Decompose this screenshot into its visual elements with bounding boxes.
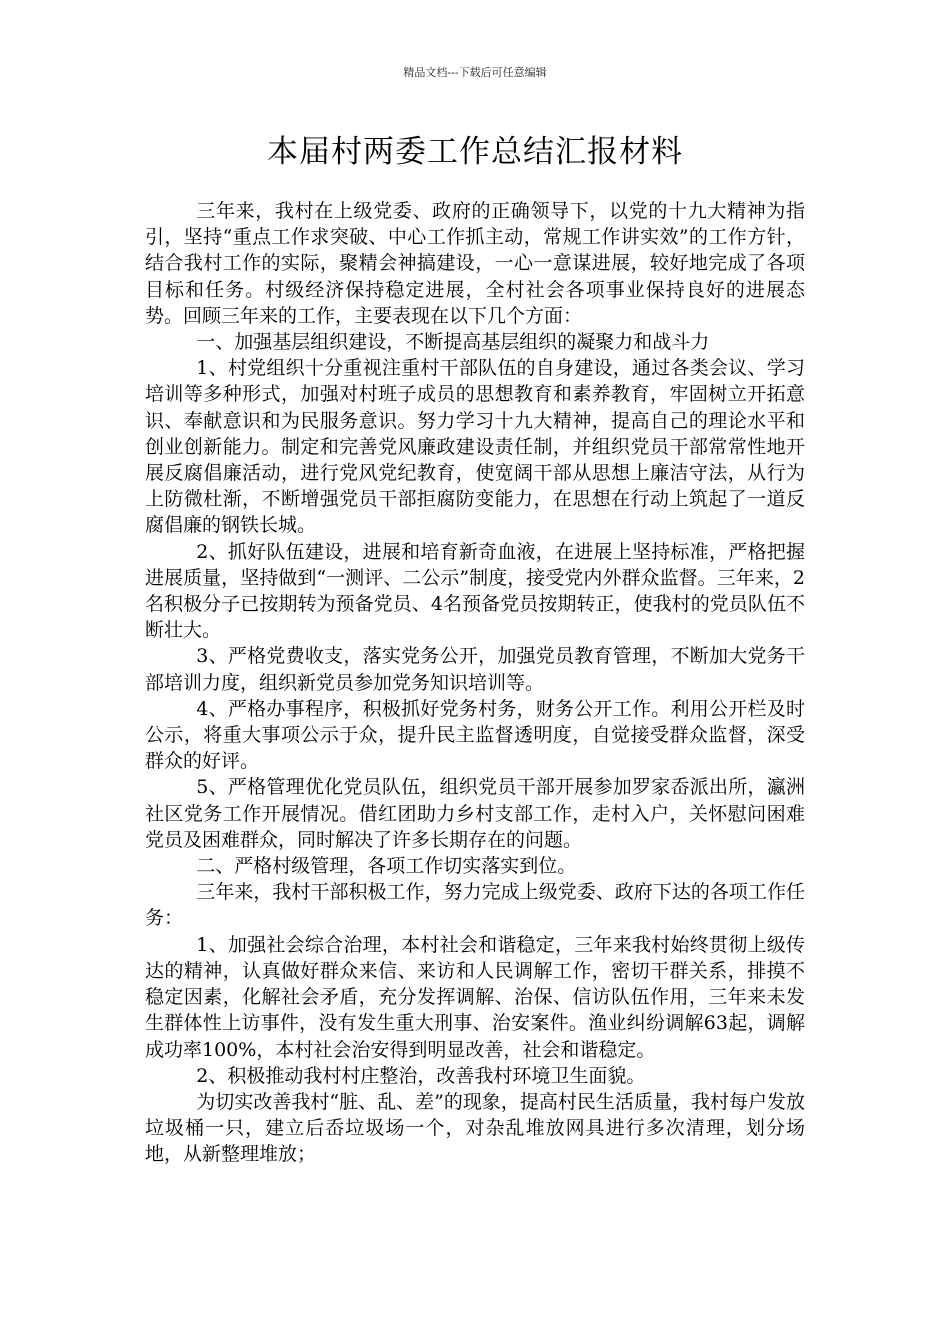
- paragraph-1-3: 3、严格党费收支，落实党务公开，加强党员教育管理，不断加大党务干部培训力度，组织新党员参加党务知识培训等。: [145, 645, 805, 694]
- document-title: 本届村两委工作总结汇报材料: [267, 134, 683, 170]
- document-body: [145, 198, 805, 1168]
- paragraph-intro: 三年来，我村在上级党委、政府的正确领导下，以党的十九大精神为指引，坚持“重点工作求突破、中心工作抓主动，常规工作讲实效”的工作方针，结合我村工作的实际，聚精会神搞建设，一心一意谋进展，较好地完成了各项目标和任务。村级经济保持稳定进展，全村社会各项事业保持良好的进展态势。回顾三年来的工作，主要表现在以下几个方面：: [145, 200, 805, 327]
- paragraph-2-intro: 三年来，我村干部积极工作，努力完成上级党委、政府下达的各项工作任务：: [145, 881, 805, 930]
- paragraph-1-4: 4、严格办事程序，积极抓好党务村务，财务公开工作。利用公开栏及时公示，将重大事项公示于众，提升民主监督透明度，自觉接受群众监督，深受群众的好评。: [145, 697, 805, 773]
- paragraph-2-1: 1、加强社会综合治理，本村社会和谐稳定，三年来我村始终贯彻上级传达的精神，认真做好群众来信、来访和人民调解工作，密切干群关系，排摸不稳定因素，化解社会矛盾，充分发挥调解、治保、信访队伍作用，三年来未发生群体性上访事件，没有发生重大刑事、治安案件。渔业纠纷调解63起，调解成功率100%，本村社会治安得到明显改善，社会和谐稳定。: [145, 933, 805, 1061]
- paragraph-1-5: 5、严格管理优化党员队伍，组织党员干部开展参加罗家岙派出所，瀛洲社区党务工作开展情况。借红团助力乡村支部工作，走村入户，关怀慰问困难党员及困难群众，同时解决了许多长期存在的问题。: [145, 776, 805, 851]
- paragraph-2-2: 2、积极推动我村村庄整治，改善我村环境卫生面貌。: [196, 1064, 646, 1087]
- section-heading-1: 一、加强基层组织建设，不断提高基层组织的凝聚力和战斗力: [196, 331, 710, 354]
- section-heading-2: 二、严格村级管理，各项工作切实落实到位。: [196, 855, 577, 878]
- page-header-note: 精品文档---下载后可任意编辑: [403, 66, 547, 79]
- paragraph-2-2-detail: 为切实改善我村“脏、乱、差”的现象，提高村民生活质量，我村每户发放垃圾桶一只，建立后岙垃圾场一个，对杂乱堆放网具进行多次清理，划分场地，从新整理堆放；: [145, 1090, 805, 1166]
- paragraph-1-2: 2、抓好队伍建设，进展和培育新奇血液，在进展上坚持标准，严格把握进展质量，坚持做到“一测评、二公示”制度，接受党内外群众监督。三年来，2名积极分子已按期转为预备党员、4名预备党员按期转正，使我村的党员队伍不断壮大。: [145, 540, 805, 642]
- paragraph-1-1: 1、村党组织十分重视注重村干部队伍的自身建设，通过各类会议、学习培训等多种形式，加强对村班子成员的思想教育和素养教育，牢固树立开拓意识、奉献意识和为民服务意识。努力学习十九大精神，提高自己的理论水平和创业创新能力。制定和完善党风廉政建设责任制，并组织党员干部常常性地开展反腐倡廉活动，进行党风党纪教育，使宽阔干部从思想上廉洁守法，从行为上防微杜渐，不断增强党员干部拒腐防变能力，在思想在行动上筑起了一道反腐倡廉的钢铁长城。: [145, 357, 805, 537]
